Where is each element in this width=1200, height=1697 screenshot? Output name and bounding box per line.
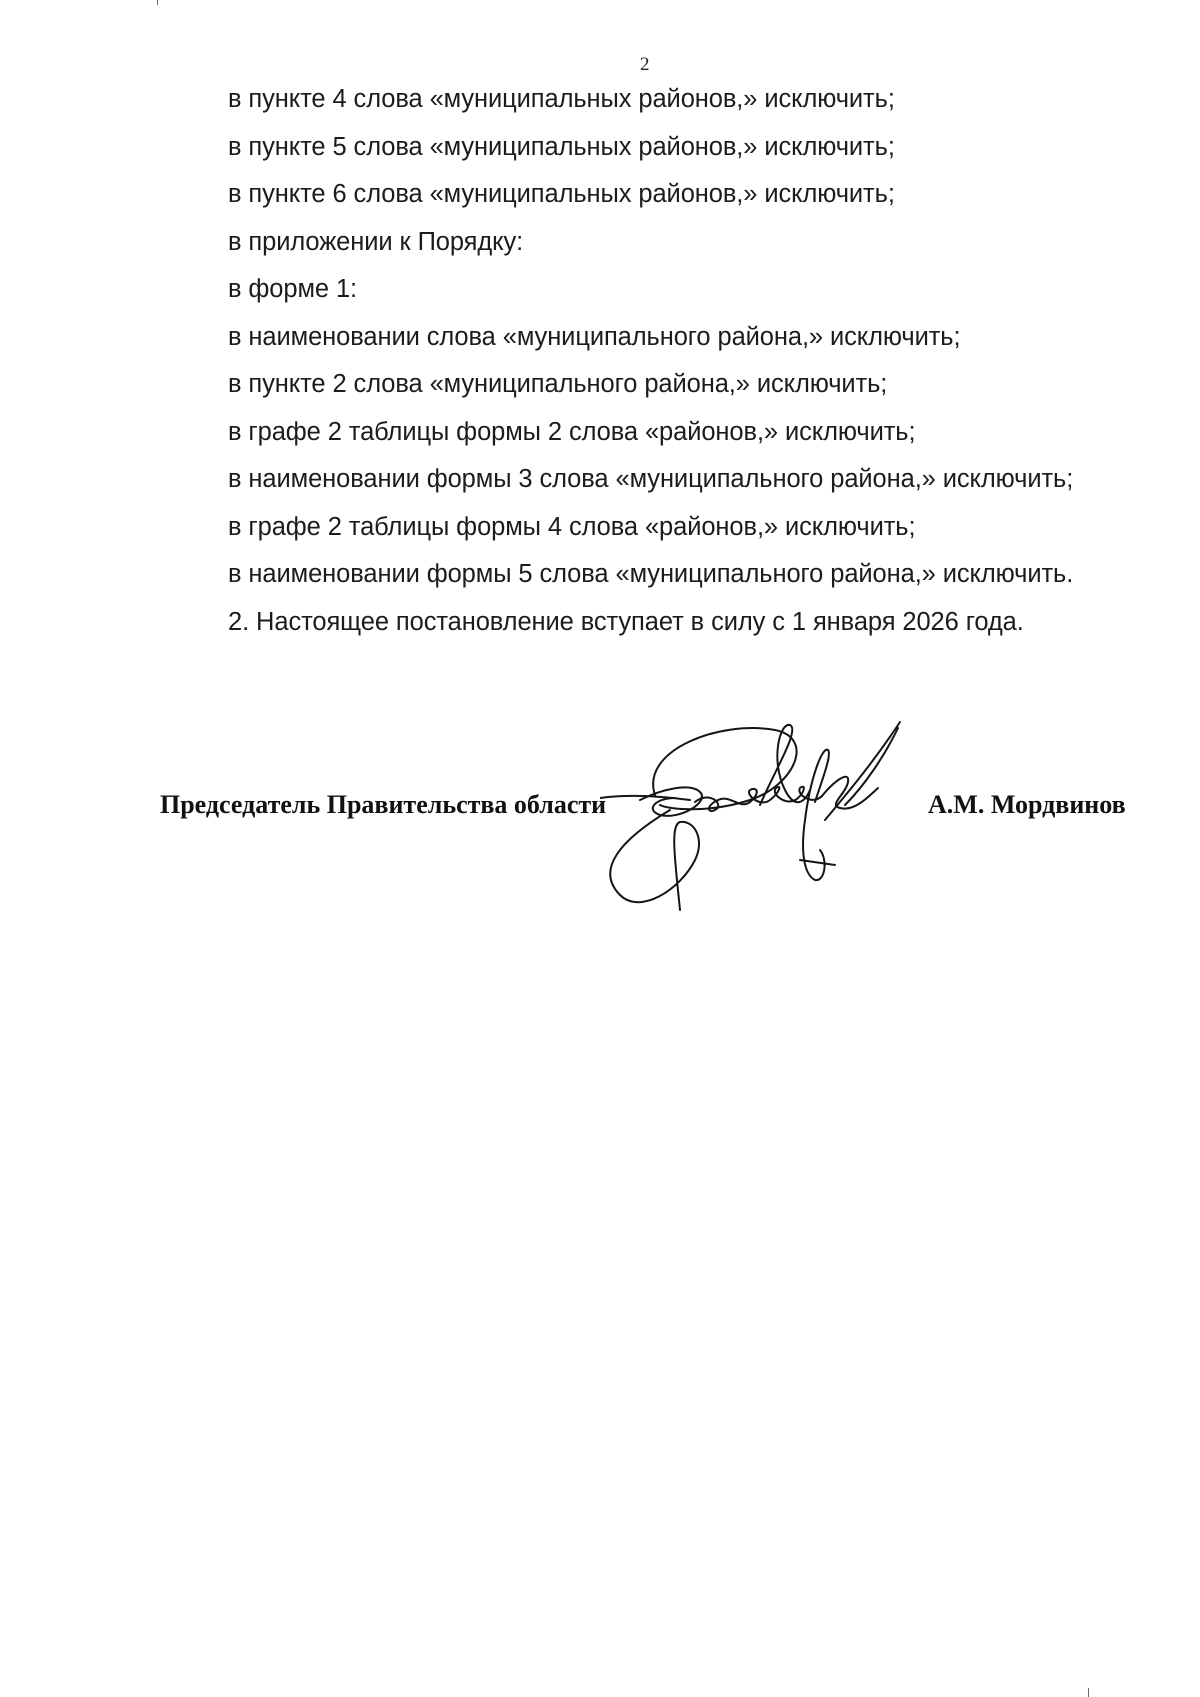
body-line-9: в наименовании формы 3 слова «муниципального района,» исключить; bbox=[228, 465, 1074, 493]
body-line-5: в форме 1: bbox=[228, 275, 358, 303]
body-line-6: в наименовании слова «муниципального района,» исключить; bbox=[228, 322, 961, 351]
body-line-7: в пункте 2 слова «муниципального района,» исключить; bbox=[228, 370, 888, 398]
body-line-10: в графе 2 таблицы формы 4 слова «районов,» исключить; bbox=[228, 512, 916, 541]
body-line-4: в приложении к Порядку: bbox=[228, 227, 524, 256]
body-line-1: в пункте 4 слова «муниципальных районов,» исключить; bbox=[228, 85, 895, 113]
signer-title: Председатель Правительства области bbox=[160, 790, 607, 819]
document-body bbox=[228, 76, 1128, 646]
handwritten-signature-icon bbox=[600, 710, 980, 920]
body-line-2: в пункте 5 слова «муниципальных районов,» исключить; bbox=[228, 132, 895, 161]
scan-edge-mark bbox=[157, 0, 158, 5]
decree-effective-date: 2. Настоящее постановление вступает в силу с 1 января 2026 года. bbox=[228, 607, 1024, 636]
body-line-3: в пункте 6 слова «муниципальных районов,» исключить; bbox=[228, 180, 895, 208]
scan-edge-mark bbox=[1088, 1688, 1089, 1697]
body-line-11: в наименовании формы 5 слова «муниципального района,» исключить. bbox=[228, 560, 1074, 588]
signer-name: А.М. Мордвинов bbox=[928, 790, 1126, 819]
body-line-8: в графе 2 таблицы формы 2 слова «районов,» исключить; bbox=[228, 417, 916, 446]
page-number: 2 bbox=[640, 54, 650, 75]
